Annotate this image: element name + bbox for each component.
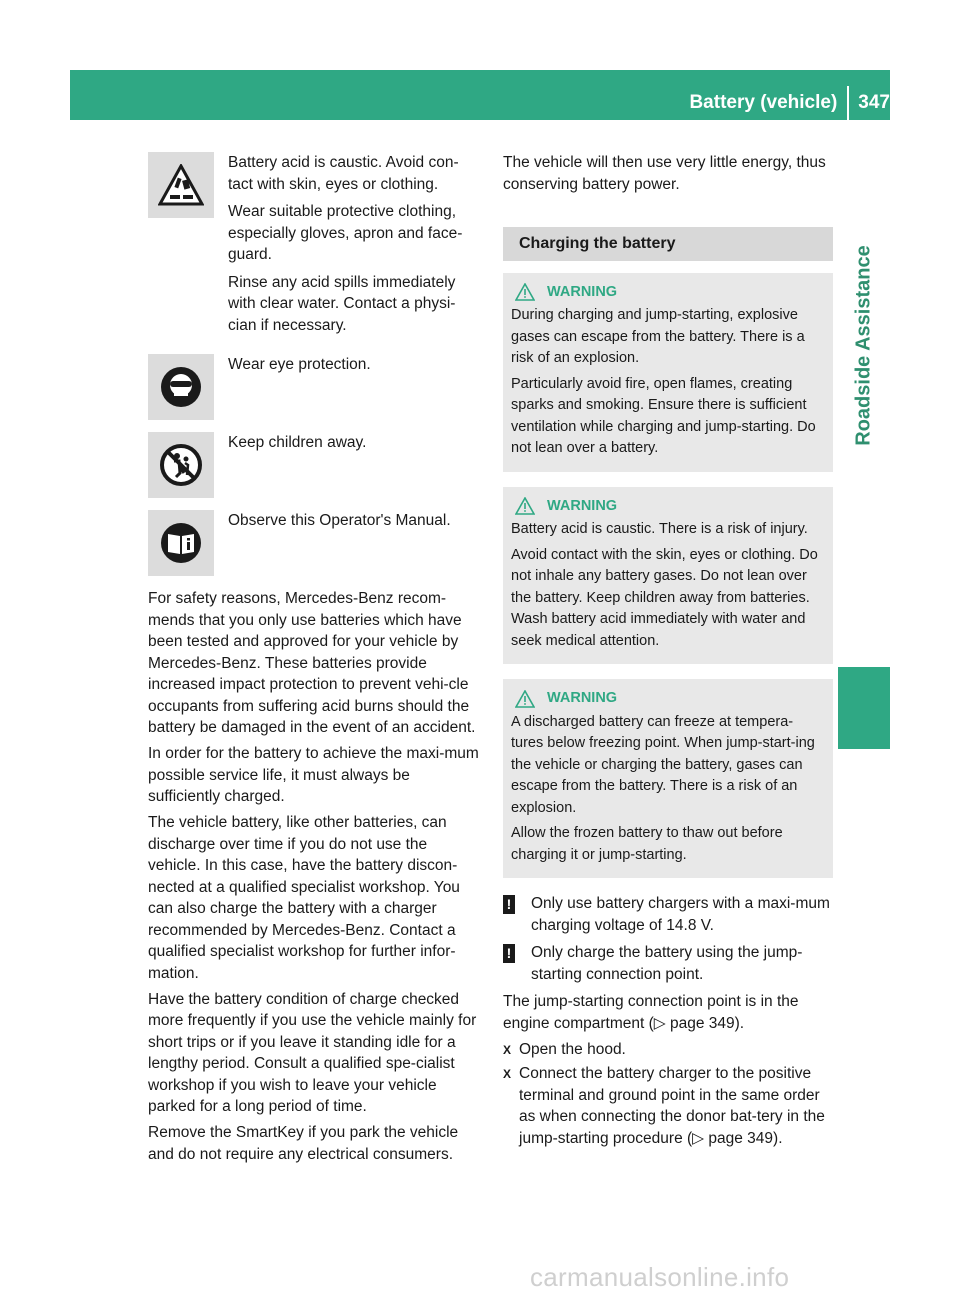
warning-label: WARNING [547,690,618,706]
symbol-text [228,432,482,460]
side-tab [838,120,890,570]
symbol-line: Wear suitable protective clothing, especially gloves, apron and face-guard. [228,203,463,263]
note-text: Only charge the battery using the jump-starting connection point. [531,944,803,983]
warning-label: WARNING [547,283,618,300]
body-paragraph: Remove the SmartKey if you park the vehicle and do not require any electrical consumers. [148,1124,459,1163]
warning-triangle-icon [515,497,535,515]
body-paragraph: For safety reasons, Mercedes-Benz recom-mends that you only use batteries which have been tested and approved for your vehicle by Mercedes-Benz. These batteries provide increased impact protection to prevent vehi-cle occupants from suffering acid burns should the battery be damaged in the event of an accident. [148,590,476,736]
symbol-line: Rinse any acid spills immediately with clear water. Contact a physi-cian if necessary. [228,273,456,334]
symbol-text [228,510,482,538]
symbol-line: Battery acid is caustic. Avoid con-tact with skin, eyes or clothing. [228,154,459,193]
side-tab-label: Roadside Assistance [852,244,875,446]
page-number: 347 [858,92,890,113]
symbol-row [148,510,482,576]
symbol-line: Keep children away. [228,434,367,451]
warning-text: Allow the frozen battery to thaw out before charging it or jump-starting. [511,825,783,863]
warning-text: A discharged battery can freeze at tempera-tures below freezing point. When jump-start-ing the vehicle or charging the battery, gases can escape from the battery. There is a risk of an explosion. [511,713,815,816]
header [689,86,890,120]
warning-text: Particularly avoid fire, open flames, creating sparks and smoking. Ensure there is sufficient ventilation while charging and jump-starting. Do not lean over a battery. [511,375,816,456]
note-item [503,893,833,936]
keep-children-away-icon [148,432,214,498]
step-item [503,1039,833,1062]
symbol-text [228,354,482,382]
warning-text: Battery acid is caustic. There is a risk of injury. [511,521,808,537]
note-item [503,942,833,985]
note-exclamation-icon: ! [503,895,515,914]
intro-paragraph: The vehicle will then use very little energy, thus conserving battery power. [503,154,826,193]
eye-protection-icon [148,354,214,420]
symbol-row [148,432,482,498]
left-column [148,152,482,1170]
step-arrow-icon: X [503,1067,512,1081]
side-tab-block [838,667,890,749]
warning-label: WARNING [547,497,618,514]
warning-text: During charging and jump-starting, explosive gases can escape from the battery. There is a risk of an explosion. [511,307,805,366]
acid-warning-icon [148,152,214,218]
symbol-line: Wear eye protection. [228,356,371,373]
note-exclamation-icon: ! [503,944,515,963]
warning-box [503,487,833,665]
symbol-row [148,354,482,420]
symbol-row [148,152,482,342]
warning-header [511,496,825,518]
body-paragraph: Have the battery condition of charge checked more frequently if you use the vehicle mainly for short trips or if you leave it standing idle for a lengthy period. Consult a qualified spe-cialist workshop if you wish to leave your vehicle parked for a long period of time. [148,990,477,1115]
step-arrow-icon: X [503,1042,512,1057]
symbol-text [228,152,482,342]
body-paragraph: The vehicle battery, like other batteries, can discharge over time if you do not use the vehicle. In this case, have the battery discon-nected at a qualified specialist workshop. You can also charge the battery with a charger recommended by Mercedes-Benz. Contact a qualified specialist workshop for further infor-mation. [148,814,460,982]
warning-header [511,688,825,710]
right-column [503,152,833,1151]
operators-manual-icon [148,510,214,576]
section-heading: Charging the battery [503,227,833,261]
symbol-line: Observe this Operator's Manual. [228,512,451,529]
watermark: carmanualsonline.info [530,1262,790,1292]
step-text: Connect the battery charger to the positive terminal and ground point in the same order as when connecting the donor bat-tery in the jump-starting procedure (▷ page 349). [519,1065,825,1147]
step-item [503,1063,833,1149]
warning-box [503,679,833,878]
body-paragraph: The jump-starting connection point is in the engine compartment (▷ page 349). [503,993,799,1032]
body-paragraph: In order for the battery to achieve the maxi-mum possible service life, it must always be sufficiently charged. [148,745,479,805]
note-text: Only use battery chargers with a maxi-mum charging voltage of 14.8 V. [531,895,830,934]
header-divider [847,86,849,120]
step-text: Open the hood. [519,1040,626,1058]
page-title: Battery (vehicle) [689,92,838,113]
warning-triangle-icon [515,690,535,708]
warning-header [511,282,825,304]
warning-box [503,273,833,472]
warning-triangle-icon [515,283,535,301]
warning-text: Avoid contact with the skin, eyes or clothing. Do not inhale any battery gases. Do not lean over the battery. Keep children away from batteries. Wash battery acid immediately with water and seek medical attention. [511,546,818,649]
